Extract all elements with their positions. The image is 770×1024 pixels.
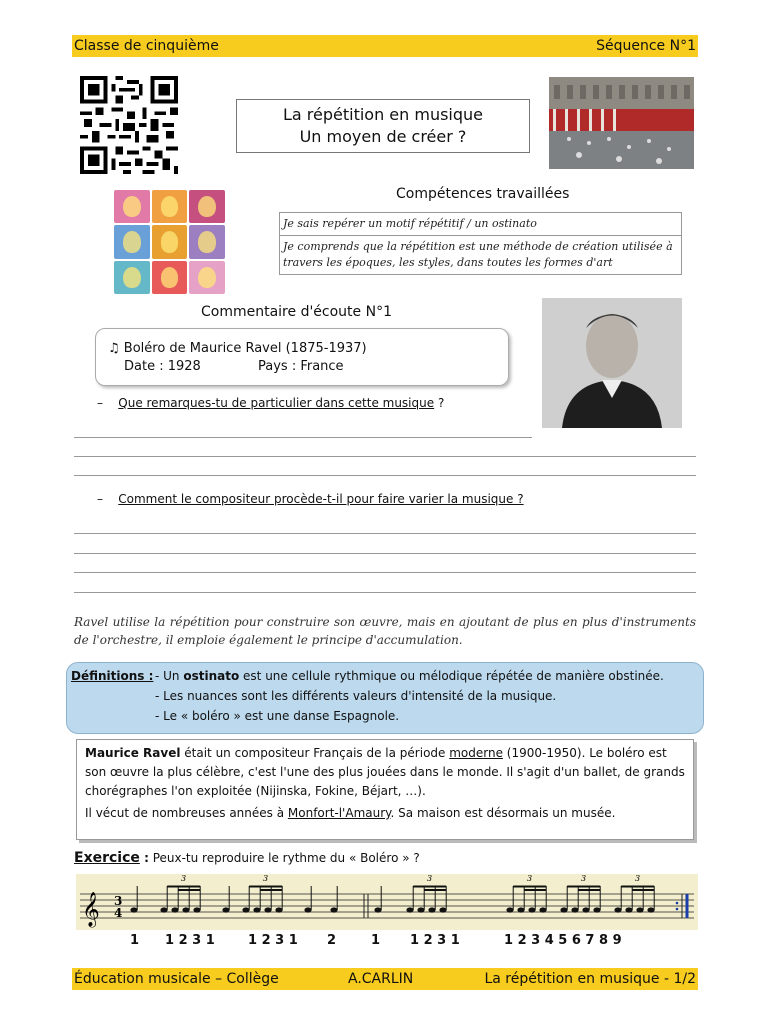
qr-code-icon[interactable] bbox=[76, 76, 182, 174]
competences-table bbox=[279, 212, 682, 275]
triplet-note bbox=[160, 907, 167, 912]
triplet-note bbox=[428, 907, 435, 912]
question-1 bbox=[97, 396, 444, 410]
warhol-tile bbox=[114, 261, 150, 294]
question-end: ? bbox=[434, 396, 445, 410]
triplet-note bbox=[614, 907, 621, 912]
triplet-mark: 3 bbox=[527, 874, 533, 883]
triplet-note bbox=[625, 907, 632, 912]
triplet-note bbox=[528, 907, 535, 912]
footer-author: A.CARLIN bbox=[348, 971, 414, 987]
question-2 bbox=[97, 492, 524, 506]
bolero-country: Pays : France bbox=[258, 359, 344, 374]
warhol-tile bbox=[152, 225, 188, 258]
def-prefix: - Un bbox=[155, 669, 184, 683]
def-text: est une cellule rythmique ou mélodique répétée de manière obstinée. bbox=[239, 669, 664, 683]
count-group: 1 2 3 1 bbox=[165, 933, 215, 948]
answer-line[interactable] bbox=[74, 553, 696, 554]
warhol-tile bbox=[189, 261, 225, 294]
competence-item: Je sais repérer un motif répétitif / un ostinato bbox=[280, 213, 682, 236]
portrait-image-icon bbox=[542, 298, 682, 428]
warhol-marilyn-image bbox=[114, 190, 225, 294]
exercise-prompt bbox=[74, 850, 420, 866]
triplet-note bbox=[571, 907, 578, 912]
definition-ostinato bbox=[155, 669, 664, 683]
count-group: 2 bbox=[327, 933, 337, 948]
warhol-tile bbox=[114, 225, 150, 258]
answer-line[interactable] bbox=[74, 592, 696, 593]
footer-course: Éducation musicale – Collège bbox=[74, 971, 279, 987]
ravel-portrait bbox=[542, 298, 682, 428]
quarter-note bbox=[330, 907, 337, 912]
triplet-note bbox=[406, 907, 413, 912]
staff-lines bbox=[80, 894, 694, 918]
answer-line[interactable] bbox=[74, 572, 696, 573]
music-staff bbox=[76, 874, 698, 930]
quarter-note bbox=[304, 907, 311, 912]
triplet-note bbox=[517, 907, 524, 912]
header-class: Classe de cinquième bbox=[74, 38, 219, 54]
definition-bolero: - Le « boléro » est une danse Espagnole. bbox=[155, 709, 400, 723]
definition-nuances: - Les nuances sont les différents valeurs d'intensité de la musique. bbox=[155, 689, 557, 703]
treble-clef-icon: 𝄞 bbox=[82, 892, 100, 927]
title-line1: La répétition en musique bbox=[282, 105, 484, 124]
count-group: 1 bbox=[371, 933, 381, 948]
columns-image-icon bbox=[549, 77, 694, 169]
triplet-note bbox=[253, 907, 260, 912]
bio-town-link: Monfort-l'Amaury bbox=[287, 806, 391, 820]
question-dash: – bbox=[97, 396, 103, 410]
triplet-note bbox=[242, 907, 249, 912]
answer-line[interactable] bbox=[74, 456, 696, 457]
count-group: 1 bbox=[130, 933, 140, 948]
triplet-note bbox=[193, 907, 200, 912]
notes-layer bbox=[130, 874, 654, 913]
warhol-tile bbox=[152, 190, 188, 223]
question-dash: – bbox=[97, 492, 103, 506]
bolero-work: ♫ Boléro de Maurice Ravel (1875-1937) bbox=[108, 341, 367, 356]
bio-text: était un compositeur Français de la période bbox=[180, 746, 450, 760]
answer-line[interactable] bbox=[74, 475, 696, 476]
competences-title: Compétences travaillées bbox=[396, 186, 570, 202]
bolero-info-box bbox=[95, 328, 509, 386]
time-signature-bottom: 4 bbox=[114, 906, 123, 920]
triplet-note bbox=[506, 907, 513, 912]
count-group: 1 2 3 4 5 6 7 8 9 bbox=[504, 933, 622, 948]
bio-paragraph-1 bbox=[85, 744, 685, 801]
bolero-date: Date : 1928 bbox=[124, 359, 201, 374]
triplet-note bbox=[182, 907, 189, 912]
def-term-ostinato: ostinato bbox=[183, 669, 240, 683]
count-group: 1 2 3 1 bbox=[248, 933, 298, 948]
bolero-rhythm-score bbox=[76, 874, 698, 930]
quarter-note bbox=[130, 907, 137, 912]
header-sequence: Séquence N°1 bbox=[596, 38, 696, 54]
definitions-label: Définitions : bbox=[71, 669, 154, 683]
triplet-note bbox=[636, 907, 643, 912]
triplet-note bbox=[171, 907, 178, 912]
definitions-box bbox=[66, 662, 704, 734]
bio-text: . Sa maison est désormais un musée. bbox=[390, 806, 616, 820]
answer-line[interactable] bbox=[74, 437, 532, 438]
competence-item: Je comprends que la répétition est une méthode de création utilisée à travers les époques, les styles, dans toutes les formes d'art bbox=[280, 236, 682, 275]
warhol-tile bbox=[189, 225, 225, 258]
triplet-mark: 3 bbox=[581, 874, 587, 883]
bio-name: Maurice Ravel bbox=[85, 746, 181, 760]
footer-page: La répétition en musique - 1/2 bbox=[484, 971, 696, 987]
triplet-note bbox=[417, 907, 424, 912]
exercise-text: Peux-tu reproduire le rythme du « Boléro » ? bbox=[148, 851, 420, 865]
title-box bbox=[236, 99, 530, 153]
triplet-note bbox=[264, 907, 271, 912]
ecoute-title: Commentaire d'écoute N°1 bbox=[201, 304, 392, 320]
question-text: Que remarques-tu de particulier dans cette musique bbox=[118, 396, 435, 410]
answer-line[interactable] bbox=[74, 533, 696, 534]
triplet-note bbox=[539, 907, 546, 912]
header-band bbox=[72, 35, 698, 57]
triplet-note bbox=[560, 907, 567, 912]
triplet-note bbox=[593, 907, 600, 912]
exercise-label: Exercice bbox=[74, 850, 140, 866]
exercise-colon: : bbox=[139, 851, 149, 865]
palais-royal-photo bbox=[549, 77, 694, 169]
triplet-mark: 3 bbox=[427, 874, 433, 883]
warhol-tile bbox=[189, 190, 225, 223]
bio-paragraph-2 bbox=[85, 804, 685, 823]
bio-text: (1900-1950). Le boléro est son œuvre la plus célèbre, c'est l'une des plus jouées dans le monde. Il s'agit d'un ballet, de grands chorégraphes l'on exploitée (Nijinska, Fokine, Béjart, …). bbox=[85, 746, 685, 798]
title-line2: Un moyen de créer ? bbox=[299, 127, 467, 146]
triplet-note bbox=[647, 907, 654, 912]
triplet-note bbox=[582, 907, 589, 912]
question-text: Comment le compositeur procède-t-il pour faire varier la musique ? bbox=[118, 492, 524, 506]
warhol-tile bbox=[152, 261, 188, 294]
bio-period-link: moderne bbox=[449, 746, 503, 760]
time-signature-top: 3 bbox=[114, 894, 123, 908]
triplet-mark: 3 bbox=[635, 874, 641, 883]
count-group: 1 2 3 1 bbox=[410, 933, 460, 948]
triplet-note bbox=[275, 907, 282, 912]
warhol-tile bbox=[114, 190, 150, 223]
triplet-mark: 3 bbox=[263, 874, 269, 883]
bio-text: Il vécut de nombreuses années à bbox=[85, 806, 288, 820]
quarter-note bbox=[222, 907, 229, 912]
triplet-mark: 3 bbox=[181, 874, 187, 883]
footer-band bbox=[72, 968, 698, 990]
accumulation-paragraph: Ravel utilise la répétition pour construire son œuvre, mais en ajoutant de plus en plus d'instruments de l'orchestre, il emploie également le principe d'accumulation. bbox=[74, 615, 696, 647]
quarter-note bbox=[374, 907, 381, 912]
ravel-biography-box bbox=[76, 739, 694, 840]
triplet-note bbox=[439, 907, 446, 912]
